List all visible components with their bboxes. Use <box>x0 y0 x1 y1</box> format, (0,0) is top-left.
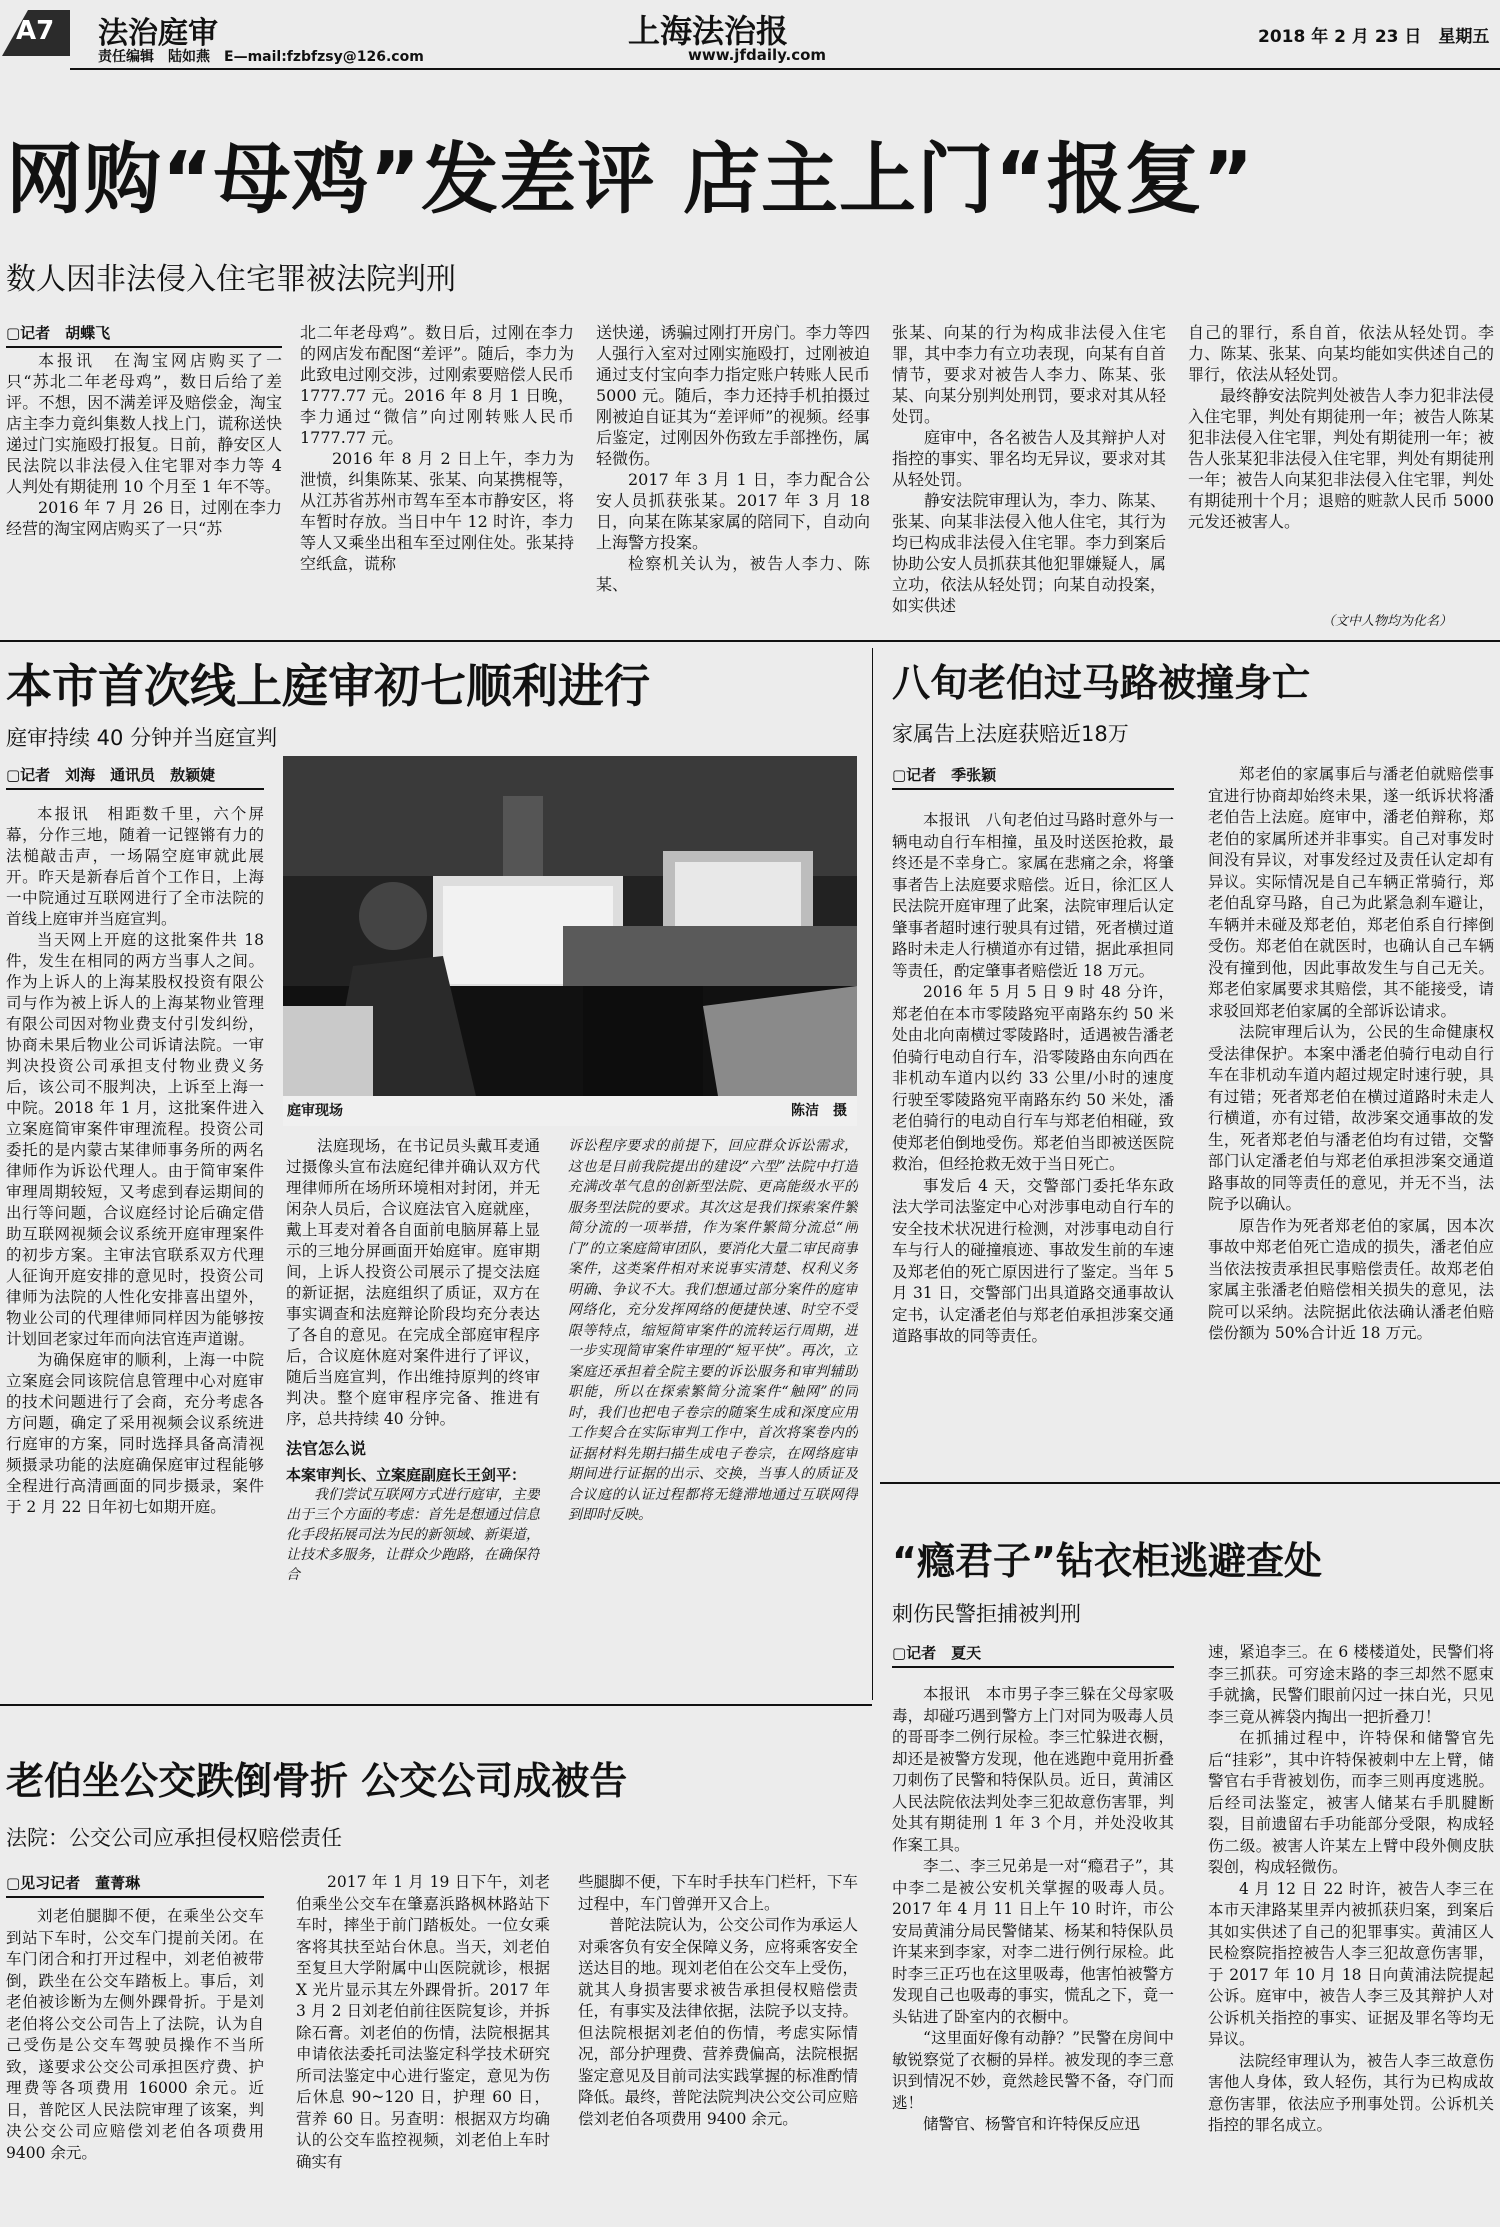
qa-speaker: 本案审判长、立案庭副庭长王剑平： <box>286 1466 527 1484</box>
article2-byline: ▢记者 刘海 通讯员 敖颖婕 <box>6 764 264 790</box>
article1-col1 <box>6 350 282 635</box>
issue-date: 2018 年 2 月 23 日 星期五 <box>1258 27 1490 47</box>
paragraph: 本报讯 相距数千里，六个屏幕，分作三地，随着一记铿锵有力的法槌敲击声，一场隔空庭审就此展开。昨天是新春后首个工作日，上海一中院通过互联网进行了全市法院的首线上庭审并当庭宣判。 <box>6 805 264 928</box>
article5-byline: ▢见习记者 董菁琳 <box>6 1872 264 1898</box>
article2-col3 <box>568 1136 858 1694</box>
paragraph: 法庭现场，在书记员头戴耳麦通过摄像头宣布法庭纪律并确认双方代理律师所在场所环境相对封闭，并无闲杂人员后，合议庭法官入庭就座，戴上耳麦对着各自面前电脑屏幕上显示的三地分屏画面开始庭审。庭审期间，上诉人投资公司展示了提交法庭的新证据，法庭组织了质证，双方在事实调查和法庭辩论阶段均充分表达了各自的意见。在完成全部庭审程序后，合议庭休庭对案件进行了评议，随后当庭宣判，作出维持原判的终审判决。整个庭审程序完备、推进有序，总共持续 40 分钟。 <box>286 1137 540 1428</box>
quote-paragraph: 我们尝试互联网方式进行庭审，主要出于三个方面的考虑：首先是想通过信息化手段拓展司法为民的新领域、新渠道，让技术多服务，让群众少跑路，在确保符合 <box>286 1487 540 1583</box>
article3-title: 八旬老伯过马路被撞身亡 <box>892 661 1311 705</box>
article1-subtitle: 数人因非法侵入住宅罪被法院判刑 <box>6 262 456 297</box>
paragraph: 普陀法院认为，公交公司作为承运人对乘客负有安全保障义务，应将乘客安全送达目的地。现刘老伯在公交车上受伤，就其人身损害要求被告承担侵权赔偿责任，有事实及法律依据，法院予以支持。但法院根据刘老伯的伤情，考虑实际情况，部分护理费、营养费偏高，法院根据鉴定意见及目前司法实践掌握的标准酌情降低。最终，普陀法院判决公交公司应赔偿刘老伯各项费用 9400 余元。 <box>578 1916 858 2128</box>
paragraph: 静安法院审理认为，李力、陈某、张某、向某非法侵入他人住宅，其行为均已构成非法侵入住宅罪。李力到案后协助公安人员抓获其他犯罪嫌疑人，属立功，依法从轻处罚；向某自动投案，如实供述 <box>892 491 1166 615</box>
article1-col5 <box>1188 322 1494 612</box>
article1-title: 网购“母鸡”发差评 店主上门“报复” <box>6 136 1255 225</box>
page-number: A7 <box>16 16 55 46</box>
paragraph: 郑老伯的家属事后与潘老伯就赔偿事宜进行协商却始终未果，遂一纸诉状将潘老伯告上法庭。庭审中，潘老伯辩称，郑老伯的家属所述并非事实。自己对事发时间没有异议，对事发经过及责任认定却有异议。实际情况是自己车辆正常骑行，郑老伯乱穿马路，自己为此紧急刹车避让，车辆并未碰及郑老伯，郑老伯系自行摔倒受伤。郑老伯在就医时，也确认自己车辆没有撞到他，因此事故发生与自己无关。郑老伯家属要求其赔偿，其不能接受，请求驳回郑老伯家属的全部诉讼请求。 <box>1208 765 1494 1020</box>
paragraph: 速，紧追李三。在 6 楼楼道处，民警们将李三抓获。可穷途末路的李三却然不愿束手就擒，民警们眼前闪过一抹白光，只见李三竟从裤袋内掏出一把折叠刀！ <box>1208 1643 1494 1726</box>
article1-col2 <box>300 322 574 635</box>
photo-caption: 庭审现场 <box>287 1103 343 1119</box>
editor-line: 责任编辑 陆如燕 E—mail:fzbfzsy@126.com <box>98 49 424 65</box>
article5-col2 <box>296 1872 550 2224</box>
paragraph: 事发后 4 天，交警部门委托华东政法大学司法鉴定中心对涉事电动自行车的安全技术状况进行检测，对涉事电动自行车与行人的碰撞痕迹、事故发生前的车速及郑老伯的死亡原因进行了鉴定。当年 5 月 31 日，交警部门出具道路交通事故认定书，认定潘老伯与郑老伯承担涉案交通道路事故的同等责任。 <box>892 1176 1174 1345</box>
header-rule <box>70 68 1500 70</box>
photo-credit: 陈洁 摄 <box>791 1103 847 1119</box>
divider <box>0 1704 872 1706</box>
paragraph: 最终静安法院判处被告人李力犯非法侵入住宅罪，判处有期徒刑一年；被告人陈某犯非法侵入住宅罪，判处有期徒刑一年；被告人张某犯非法侵入住宅罪，判处有期徒刑一年；被告人向某犯非法侵入住宅罪，判处有期徒刑十个月；退赔的赃款人民币 5000 元发还被害人。 <box>1188 386 1494 531</box>
court-photo <box>283 756 857 1126</box>
page-number-badge <box>0 6 72 58</box>
paragraph: 李二、李三兄弟是一对“瘾君子”，其中李二是被公安机关掌握的吸毒人员。2017 年 4 月 11 日上午 10 时许，市公安局黄浦分局民警储某、杨某和特保队员许某来到李家，对李二进行例行尿检。此时李三正巧也在这里吸毒，他害怕被警方发现自己也吸毒的事实，慌乱之下，竟一头钻进了卧室内的衣橱中。 <box>892 1857 1174 2026</box>
article4-col2 <box>1208 1642 1494 2224</box>
article4-col1 <box>892 1684 1174 2224</box>
article4-subtitle: 刺伤民警拒捕被判刑 <box>892 1602 1081 1626</box>
article2-col2 <box>286 1136 540 1694</box>
paragraph: 2016 年 8 月 2 日上午，李力为泄愤，纠集陈某、张某、向某携棍等，从江苏省苏州市驾车至本市静安区，将车暂时存放。当日中午 12 时许，李力等人又乘坐出租车至过刚住处。张某持空纸盒，谎称 <box>300 449 574 573</box>
paragraph: 原告作为死者郑老伯的家属，因本次事故中郑老伯死亡造成的损失，潘老伯应当依法按责承担民事赔偿责任。故郑老伯家属主张潘老伯赔偿相关损失的意见，法院可以采纳。法院据此依法确认潘老伯赔偿份额为 50%合计近 18 万元。 <box>1208 1216 1494 1342</box>
paragraph: 储警官、杨警官和许特保反应迅 <box>923 2115 1141 2133</box>
courtroom-scene-image <box>283 756 857 1126</box>
article5-col1 <box>6 1906 264 2224</box>
paragraph: 张某、向某的行为构成非法侵入住宅罪，其中李力有立功表现，向某有自首情节，要求对被告人李力、陈某、张某、向某分别判处刑罚，要求对其从轻处罚。 <box>892 323 1166 426</box>
section-title: 法治庭审 <box>98 16 218 51</box>
paragraph: 刘老伯腿脚不便，在乘坐公交车到站下车时，公交车门提前关闭。在车门闭合和打开过程中，刘老伯被带倒，跌坐在公交车踏板上。事后，刘老伯被诊断为左侧外踝骨折。于是刘老伯将公交公司告上了法院，认为自己受伤是公交车驾驶员操作不当所致，遂要求公交公司承担医疗费、护理费等各项费用 16000 余元。近日，普陀区人民法院审理了该案，判决公交公司应赔偿刘老伯各项费用 9400 余元。 <box>6 1907 264 2162</box>
paragraph: 自己的罪行，系自首，依法从轻处罚。李力、陈某、张某、向某均能如实供述自己的罪行，依法从轻处罚。 <box>1188 323 1494 384</box>
paragraph: 检察机关认为，被告人李力、陈某、 <box>596 554 870 594</box>
article3-col2 <box>1208 764 1494 1476</box>
paragraph: 送快递，诱骗过刚打开房门。李力等四人强行入室对过刚实施殴打，过刚被迫通过支付宝向李力指定账户转账人民币 5000 元。随后，李力还持手机拍摄过刚被迫自证其为“差评师”的视频。经事后鉴定，过刚因外伤致左手部挫伤，属轻微伤。 <box>596 323 870 468</box>
article4-byline: ▢记者 夏天 <box>892 1642 1174 1668</box>
article5-title: 老伯坐公交跌倒骨折 公交公司成被告 <box>6 1759 628 1803</box>
article3-byline: ▢记者 季张颖 <box>892 764 1174 790</box>
article4-title: “瘾君子”钻衣柜逃避查处 <box>892 1539 1322 1583</box>
article3-col1 <box>892 810 1174 1475</box>
paragraph: 为确保庭审的顺利，上海一中院立案庭会同该院信息管理中心对庭审的技术问题进行了会商，充分考虑各方问题，确定了采用视频会议系统进行庭审的方案，同时选择具备高清视频摄录功能的法庭确保庭审过程能够全程进行高清画面的同步摄录，案件于 2 月 22 日年初七如期开庭。 <box>6 1351 264 1516</box>
column-divider <box>872 648 873 1700</box>
paragraph: 庭审中，各名被告人及其辩护人对指控的事实、罪名均无异议，要求对其从轻处罚。 <box>892 428 1166 489</box>
paragraph: 2017 年 3 月 1 日，李力配合公安人员抓获张某。2017 年 3 月 18 日，向某在陈某家属的陪同下，自动向上海警方投案。 <box>596 470 870 552</box>
masthead: 上海法治报 <box>628 12 789 50</box>
qa-heading: 法官怎么说 <box>286 1439 367 1458</box>
paragraph: 2016 年 5 月 5 日 9 时 48 分许，郑老伯在本市零陵路宛平南路东约 50 米处由北向南横过零陵路时，适遇被告潘老伯骑行电动自行车，沿零陵路由东向西在非机动车道内以约 33 公里/小时的速度行驶至零陵路宛平南路东约 50 米处，潘老伯骑行的电动自行车与郑老伯相碰，致使郑老伯倒地受伤。郑老伯当即被送医院救治，但经抢救无效于当日死亡。 <box>892 983 1174 1173</box>
paragraph: 2017 年 1 月 19 日下午，刘老伯乘坐公交车在肇嘉浜路枫林路站下车时，摔坐于前门踏板处。一位女乘客将其扶至站台休息。当天，刘老伯至复旦大学附属中山医院就诊，根据 X 光片显示其左外踝骨折。2017 年 3 月 2 日刘老伯前往医院复诊，并拆除石膏。刘老伯的伤情，法院根据其申请依法委托司法鉴定科学技术研究所司法鉴定中心进行鉴定，意见为伤后休息 90~120 日，护理 60 日，营养 60 日。另查明：根据双方均确认的公交车监控视频，刘老伯上车时确实有 <box>296 1873 550 2171</box>
paragraph: 法院经审理认为，被告人李三故意伤害他人身体，致人轻伤，其行为已构成故意伤害罪，依法应予刑事处罚。公诉机关指控的罪名成立。 <box>1208 2051 1494 2134</box>
paragraph: 北二年老母鸡”。数日后，过刚在李力的网店发布配图“差评”。随后，李力为此致电过刚交涉，过刚索要赔偿人民币 1777.77 元。2016 年 8 月 1 日晚，李力通过“微信”向过刚转账人民币 1777.77 元。 <box>300 323 574 447</box>
article5-col3 <box>578 1872 858 2224</box>
paragraph: 本报讯 本市男子李三躲在父母家吸毒，却碰巧遇到警方上门对同为吸毒人员的哥哥李二例行尿检。李三忙躲进衣橱，却还是被警方发现，他在逃跑中竟用折叠刀刺伤了民警和特保队员。近日，黄浦区人民法院依法判处李三犯故意伤害罪，判处其有期徒刑 1 年 3 个月，并处没收其作案工具。 <box>892 1685 1174 1854</box>
paragraph: 4 月 12 日 22 时许，被告人李三在本市天津路某里弄内被抓获归案，到案后其如实供述了自己的犯罪事实。黄浦区人民检察院指控被告人李三犯故意伤害罪，于 2017 年 10 月 18 日向黄浦法院提起公诉。庭审中，被告人李三及其辩护人对公诉机关指控的事实、证据及罪名等均无异议。 <box>1208 1879 1494 2048</box>
paragraph: 些腿脚不便，下车时手扶车门栏杆，下车过程中，车门曾弹开又合上。 <box>578 1873 858 1913</box>
article1-byline: ▢记者 胡蝶飞 <box>6 322 282 348</box>
divider <box>0 640 1500 642</box>
paragraph: 2016 年 7 月 26 日，过刚在李力经营的淘宝网店购买了一只“苏 <box>6 498 282 538</box>
paragraph: 法院审理后认为，公民的生命健康权受法律保护。本案中潘老伯骑行电动自行车在非机动车道内超过规定时速行驶，具有过错；死者郑老伯在横过道路时未走人行横道，亦有过错，故涉案交通事故的发生，死者郑老伯与潘老伯均有过错，交警部门认定潘老伯与郑老伯承担涉案交通道路事故的同等责任的意见，并无不当，法院予以确认。 <box>1208 1023 1494 1213</box>
article3-subtitle: 家属告上法庭获赔近18万 <box>892 722 1129 746</box>
article5-subtitle: 法院：公交公司应承担侵权赔偿责任 <box>6 1826 342 1850</box>
article1-note: （文中人物均为化名） <box>1322 614 1453 629</box>
paragraph: 当天网上开庭的这批案件共 18 件，发生在相同的两方当事人之间。作为上诉人的上海某股权投资有限公司与作为被上诉人的上海某物业管理有限公司因对物业费支付引发纠纷，协商未果后物业公司诉请法院。一审判决投资公司承担支付物业费义务后，该公司不服判决，上诉至上海一中院。2018 年 1 月，这批案件进入立案庭简审案件审理流程。投资公司委托的是内蒙古某律师事务所的两名律师作为诉讼代理人。由于简审案件审理周期较短，又考虑到春运期间的出行等问题，合议庭经讨论后确定借助互联网视频会议系统开庭审理案件的初步方案。主审法官联系双方代理人征询开庭安排的意见时，投资公司律师为法院的人性化安排喜出望外，物业公司的代理律师同样因为能够按计划回老家过年而向法官连声道谢。 <box>6 931 264 1348</box>
article2-title: 本市首次线上庭审初七顺利进行 <box>6 659 650 713</box>
article2-col1 <box>6 804 264 1694</box>
divider <box>880 1482 1500 1484</box>
article1-col3 <box>596 322 870 635</box>
paragraph: 本报讯 在淘宝网店购买了一只“苏北二年老母鸡”，数日后给了差评。不想，因不满差评及赔偿金，淘宝店主李力竟纠集数人找上门，谎称送快递过门实施殴打报复。日前，静安区人民法院以非法侵入住宅罪对李力等 4 人判处有期徒刑 10 个月至 1 年不等。 <box>6 351 282 496</box>
website: www.jfdaily.com <box>688 46 827 64</box>
article2-subtitle: 庭审持续 40 分钟并当庭宣判 <box>6 726 278 750</box>
article1-col4 <box>892 322 1166 635</box>
paragraph: 在抓捕过程中，许特保和储警官先后“挂彩”，其中许特保被刺中左上臂，储警官右手背被划伤，而李三则再度逃脱。后经司法鉴定，被害人储某右手肌腱断裂，目前遗留右手功能部分受限，构成轻伤二级。被害人许某左上臂中段外侧皮肤裂创，构成轻微伤。 <box>1208 1729 1494 1876</box>
quote-paragraph: 诉讼程序要求的前提下，回应群众诉讼需求，这也是目前我院提出的建设“六型”法院中打造充满改革气息的创新型法院、更高能级水平的服务型法院的要求。其次这是我们探索案件繁简分流的一项举措，作为案件繁简分流总“闸门”的立案庭简审团队，要消化大量二审民商事案件，这类案件相对来说事实清楚、权利义务明确、争议不大。我们想通过部分案件的庭审网络化，充分发挥网络的便捷快速、时空不受限等特点，缩短简审案件的流转运行周期，进一步实现简审案件审理的“短平快”。再次，立案庭还承担着全院主要的诉讼服务和审判辅助职能，所以在探索繁简分流案件“触网”的同时，我们也把电子卷宗的随案生成和深度应用工作契合在实际审判工作中，首次将案卷内的证据材料先期扫描生成电子卷宗，在网络庭审期间进行证据的出示、交换，当事人的质证及合议庭的认证过程都将无缝滞地通过互联网得到即时反映。 <box>568 1138 858 1523</box>
paragraph: 本报讯 八旬老伯过马路时意外与一辆电动自行车相撞，虽及时送医抢救，最终还是不幸身亡。家属在悲痛之余，将肇事者告上法庭要求赔偿。近日，徐汇区人民法院开庭审理了此案，法院审理后认定肇事者超时速行驶具有过错，死者横过道路时未走人行横道亦有过错，据此承担同等责任，酌定肇事者赔偿近 18 万元。 <box>892 811 1174 980</box>
paragraph: “这里面好像有动静？”民警在房间中敏锐察觉了衣橱的异样。被发现的李三意识到情况不妙，竟然趁民警不备，夺门而逃！ <box>892 2029 1174 2112</box>
